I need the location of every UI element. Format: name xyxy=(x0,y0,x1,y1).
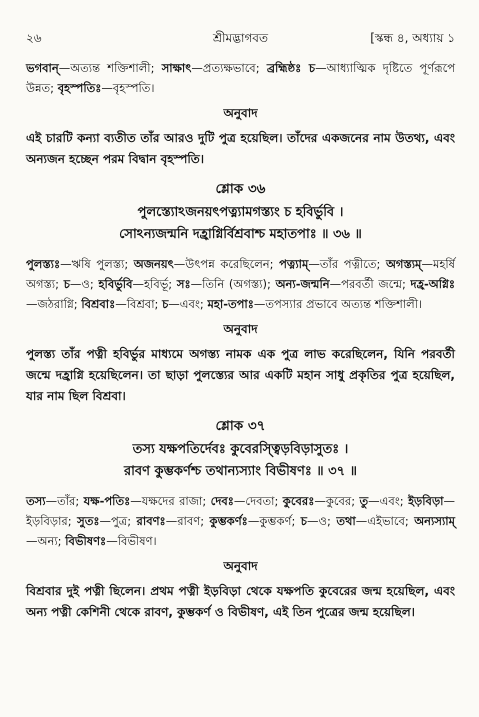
synonym-term: হবির্ভুবি xyxy=(98,277,133,291)
synonym-meaning: প্রত্যক্ষভাবে xyxy=(202,61,256,75)
synonym-term: ইড়বিড়া xyxy=(408,494,444,508)
synonym-meaning: তপস্যার প্রভাবে অত্যন্ত শক্তিশালী। xyxy=(265,297,423,311)
translation-3: বিশ্রবার দুই পত্নী ছিলেন। প্রথম পত্নী ইড়বিড়া থেকে যক্ষপতি কুবেরের জন্ম হয়েছিল, এবং অন্য পত্নী কেশিনী থেকে রাবণ, কুম্ভকর্ণ ও বিভীষণ, এই তিন পুত্রের জন্ম হয়েছিল। xyxy=(26,584,455,619)
synonym-term: অন্য-জন্মনি xyxy=(275,277,330,291)
synonym-meaning: ও xyxy=(81,277,90,291)
synonym-term: কুবেরঃ xyxy=(282,494,315,508)
synonym-meaning: হবির্ভূ xyxy=(143,277,169,291)
synonym-meaning: অত্যন্ত শক্তিশালী xyxy=(70,61,151,75)
synonym-term: বৃহস্পতিঃ xyxy=(57,81,102,95)
synonym-term: বিভীষণঃ xyxy=(65,534,107,548)
synonym-meaning: রাবণ xyxy=(177,514,201,528)
book-title: শ্রীমদ্ভাগবত xyxy=(212,31,268,45)
synonym-term: রাবণঃ xyxy=(136,514,166,528)
synonyms-36: পুলস্ত্যঃ—ঋষি পুলস্ত্য; অজনয়ৎ—উৎপন্ন করেছিলেন; পত্ন্যাম্—তাঁর পত্নীতে; অগস্ত্যম্—মহর্ষি অগস্ত্য; চ—ও; হবির্ভুবি—হবির্ভূ; সঃ—তিনি (অগস্ত্য); অন্য-জন্মনি—পরবর্তী জন্মে; দহ্র-অগ্নিঃ—জঠরাগ্নি; বিশ্রবাঃ—বিশ্রবা; চ—এবং; মহা-তপাঃ—তপস্যার প্রভাবে অত্যন্ত শক্তিশালী। xyxy=(26,257,456,311)
synonyms-top: ভগবান্—অত্যন্ত শক্তিশালী; সাক্ষাৎ—প্রত্যক্ষভাবে; ব্রহ্মিষ্ঠঃ চ—আধ্যাত্মিক দৃষ্টিতে পূর্ণরূপে উন্নত; বৃহস্পতিঃ—বৃহস্পতি। xyxy=(26,61,456,95)
synonym-term: চ xyxy=(300,514,308,528)
synonym-term: চ xyxy=(63,277,70,291)
synonym-meaning: তাঁর xyxy=(57,494,76,508)
synonyms-37: তস্য—তাঁর; যক্ষ-পতিঃ—যক্ষদের রাজা; দেবঃ—দেবতা; কুবেরঃ—কুবের; তু—এবং; ইড়বিড়া—ইড়বিড়ার; সুতঃ—পুত্র; রাবণঃ—রাবণ; কুম্ভকর্ণঃ—কুম্ভকর্ণ; চ—ও; তথা—এইভাবে; অন্যস্যাম্—অন্য; বিভীষণঃ—বিভীষণ। xyxy=(26,494,456,548)
synonym-meaning: কুবের xyxy=(325,494,352,508)
synonym-meaning: ঋষি পুলস্ত্য xyxy=(71,257,125,271)
chapter-reference: [স্কন্ধ ৪, অধ্যায় ১ xyxy=(370,31,455,45)
synonym-term: সঃ xyxy=(176,277,191,291)
synonym-term: দহ্র-অগ্নিঃ xyxy=(410,277,456,291)
verse-37-line-1: তস্য যক্ষপতির্দেবঃ কুবেরস্ত্বিড়বিড়াসুতঃ । xyxy=(132,442,349,457)
synonym-meaning: অন্য xyxy=(37,534,58,548)
synonym-term: পুলস্ত্যঃ xyxy=(26,257,61,271)
synonym-term: ব্রহ্মিষ্ঠঃ চ xyxy=(266,61,316,75)
synonym-meaning: মহর্ষি অগস্ত্য xyxy=(26,257,456,291)
synonym-meaning: তাঁর পত্নীতে xyxy=(319,257,377,271)
synonym-term: চ xyxy=(162,297,169,311)
synonym-meaning: দেবতা xyxy=(245,494,275,508)
translation-2: পুলস্ত্য তাঁর পত্নী হবির্ভুর মাধ্যমে অগস্ত্য নামক এক পুত্র লাভ করেছিলেন, যিনি পরবর্তী জন্মে দহ্রাগ্নি হয়েছিলেন। তা ছাড়া পুলস্ত্যের আর একটি মহান সাধু প্রকৃতির পুত্র হয়েছিল, যার নাম ছিল বিশ্রবা। xyxy=(26,347,455,403)
synonym-term: অগস্ত্যম্ xyxy=(385,257,422,271)
verse-36-line-1: পুলস্ত্যোঽজনয়ৎপত্ন্যামগস্ত্যং চ হবির্ভুবি । xyxy=(137,205,344,220)
synonym-meaning: ও xyxy=(318,514,327,528)
synonym-meaning: আধ্যাত্মিক দৃষ্টিতে পূর্ণরূপে উন্নত xyxy=(26,61,456,95)
synonym-term: তস্য xyxy=(26,494,46,508)
synonym-term: অন্যস্যাম্ xyxy=(414,514,456,528)
synonym-term: যক্ষ-পতিঃ xyxy=(83,494,131,508)
synonym-term: কুম্ভকর্ণঃ xyxy=(209,514,248,528)
synonym-term: দেবঃ xyxy=(210,494,234,508)
verse-37-line-2: রাবণ কুম্ভকর্ণশ্চ তথান্যস্যাং বিভীষণঃ ॥ ৩৭ ॥ xyxy=(124,464,357,479)
synonym-meaning: যক্ষদের রাজা xyxy=(141,494,203,508)
synonym-term: পত্ন্যাম্ xyxy=(279,257,309,271)
synonym-term: অজনয়ৎ xyxy=(133,257,174,271)
synonym-term: বিশ্রবাঃ xyxy=(81,297,116,311)
synonym-term: তথা xyxy=(336,514,356,528)
synonym-meaning: কুম্ভকর্ণ xyxy=(259,514,292,528)
translation-heading: অনুবাদ xyxy=(223,106,258,120)
synonym-term: সুতঃ xyxy=(77,514,100,528)
synonym-term: সাক্ষাৎ xyxy=(161,61,192,75)
synonym-meaning: বিভীষণ। xyxy=(117,534,157,548)
synonym-meaning: তিনি (অগস্ত্য) xyxy=(202,277,267,291)
synonym-term: তু xyxy=(359,494,369,508)
page-number: ২৬ xyxy=(26,31,42,45)
translation-1: এই চারটি কন্যা ব্যতীত তাঁর আরও দুটি পুত্র হয়েছিল। তাঁদের একজনের নাম উতথ্য, এবং অন্যজন হচ্ছেন পরম বিদ্বান বৃহস্পতি। xyxy=(26,131,455,166)
page-header xyxy=(26,30,455,48)
synonym-meaning: ইড়বিড়ার xyxy=(26,514,68,528)
synonym-term: ভগবান্ xyxy=(26,61,59,75)
synonym-term: মহা-তপাঃ xyxy=(207,297,254,311)
page-content xyxy=(26,58,455,629)
verse-36-number: শ্লোক ৩৬ xyxy=(215,181,266,197)
synonym-meaning: বিশ্রবা xyxy=(126,297,155,311)
translation-heading-2: অনুবাদ xyxy=(223,322,258,336)
synonym-meaning: বৃহস্পতি। xyxy=(112,81,155,95)
synonym-meaning: এবং xyxy=(379,494,400,508)
synonym-meaning: উৎপন্ন করেছিলেন xyxy=(185,257,270,271)
translation-heading-3: অনুবাদ xyxy=(223,559,258,573)
synonym-meaning: এবং xyxy=(179,297,200,311)
verse-36-line-2: সোঽন্যজন্মনি দহ্রাগ্নির্বিশ্রবাশ্চ মহাতপাঃ ॥ ৩৬ ॥ xyxy=(119,227,362,242)
verse-37-number: শ্লোক ৩৭ xyxy=(215,418,266,434)
synonym-meaning: জঠরাগ্নি xyxy=(37,297,74,311)
synonym-meaning: এইভাবে xyxy=(367,514,405,528)
synonym-meaning: পরবর্তী জন্মে xyxy=(341,277,402,291)
synonym-meaning: পুত্র xyxy=(110,514,128,528)
